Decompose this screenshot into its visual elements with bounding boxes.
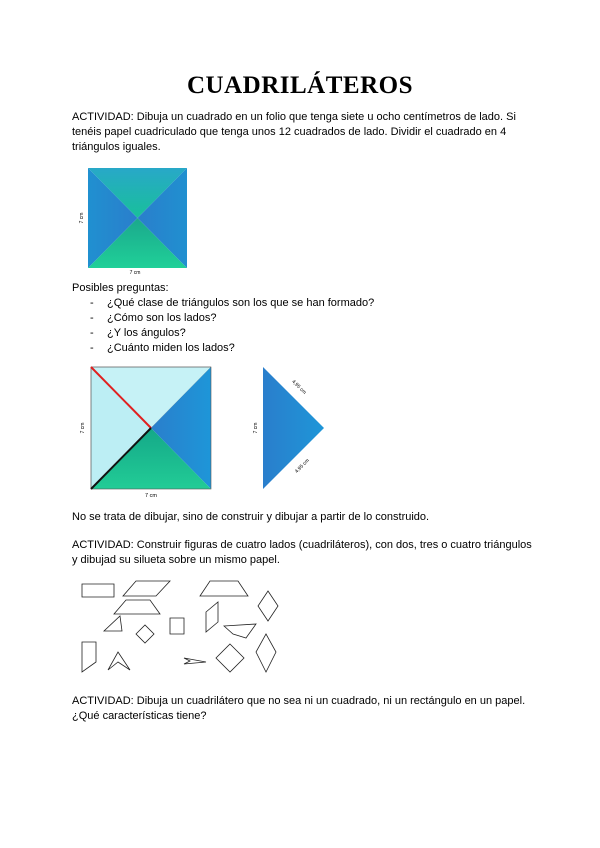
silhouette-diamond [216,644,244,672]
bottom-label: 7 cm [129,270,141,276]
silhouette-rectangle [82,584,114,597]
silhouette-trapezoid [200,581,248,596]
list-item: - ¿Y los ángulos? [90,327,186,339]
silhouette-quad-irregular [224,624,256,638]
figure-square-with-diagonals [76,362,226,502]
list-item: - ¿Cuánto miden los lados? [90,342,235,354]
silhouette-parallelogram [123,581,170,596]
activity-3-text: ACTIVIDAD: Dibuja un cuadrilátero que no sea ni un cuadrado, ni un rectángulo en un papel. ¿Qué características tiene? [72,695,526,722]
triangle-top-label: 4,95 cm [290,378,308,396]
list-item: - ¿Cómo son los lados? [90,312,217,324]
silhouette-kite [104,616,122,631]
square-side-label: 7 cm [80,422,86,434]
note-text: No se trata de dibujar, sino de construir y dibujar a partir de lo construido. [72,511,430,523]
figure-isolated-triangle [248,362,338,502]
triangle-side-label: 7 cm [253,422,259,434]
silhouette-rhombus-tall [258,591,278,621]
silhouette-dart [184,658,206,664]
list-item: - ¿Qué clase de triángulos son los que se han formado? [90,297,375,309]
silhouette-square [170,618,184,634]
silhouette-right-trapezoid [82,642,96,672]
silhouette-rhombus-narrow [256,634,276,672]
silhouette-diamond-small [136,625,154,643]
square-bottom-label: 7 cm [145,493,157,499]
activity-1-text: ACTIVIDAD: Dibuja un cuadrado en un folio que tenga siete u ocho centímetros de lado. Si tenéis papel cuadriculado que tenga unos 12 cuadrados de lado. Dividir el cuadrado en 4 triángulos iguales. [72,111,516,153]
figure-square-four-triangles [78,163,218,278]
activity-2-text: ACTIVIDAD: Construir figuras de cuatro lados (cuadriláteros), con dos, tres o cuatro triángulos y dibujad su silueta sobre un mismo papel. [72,539,532,566]
silhouette-trapezoid-wide [114,600,160,614]
figure-quadrilateral-silhouettes [78,574,298,684]
side-label: 7 cm [79,212,85,224]
triangle-bottom-label: 4,95 cm [293,457,311,475]
questions-intro: Posibles preguntas: [72,282,169,294]
questions-list [90,296,374,356]
silhouette-arrowhead [108,652,130,670]
silhouette-parallelogram-tall [206,602,218,632]
page-title: CUADRILÁTEROS [187,72,413,99]
